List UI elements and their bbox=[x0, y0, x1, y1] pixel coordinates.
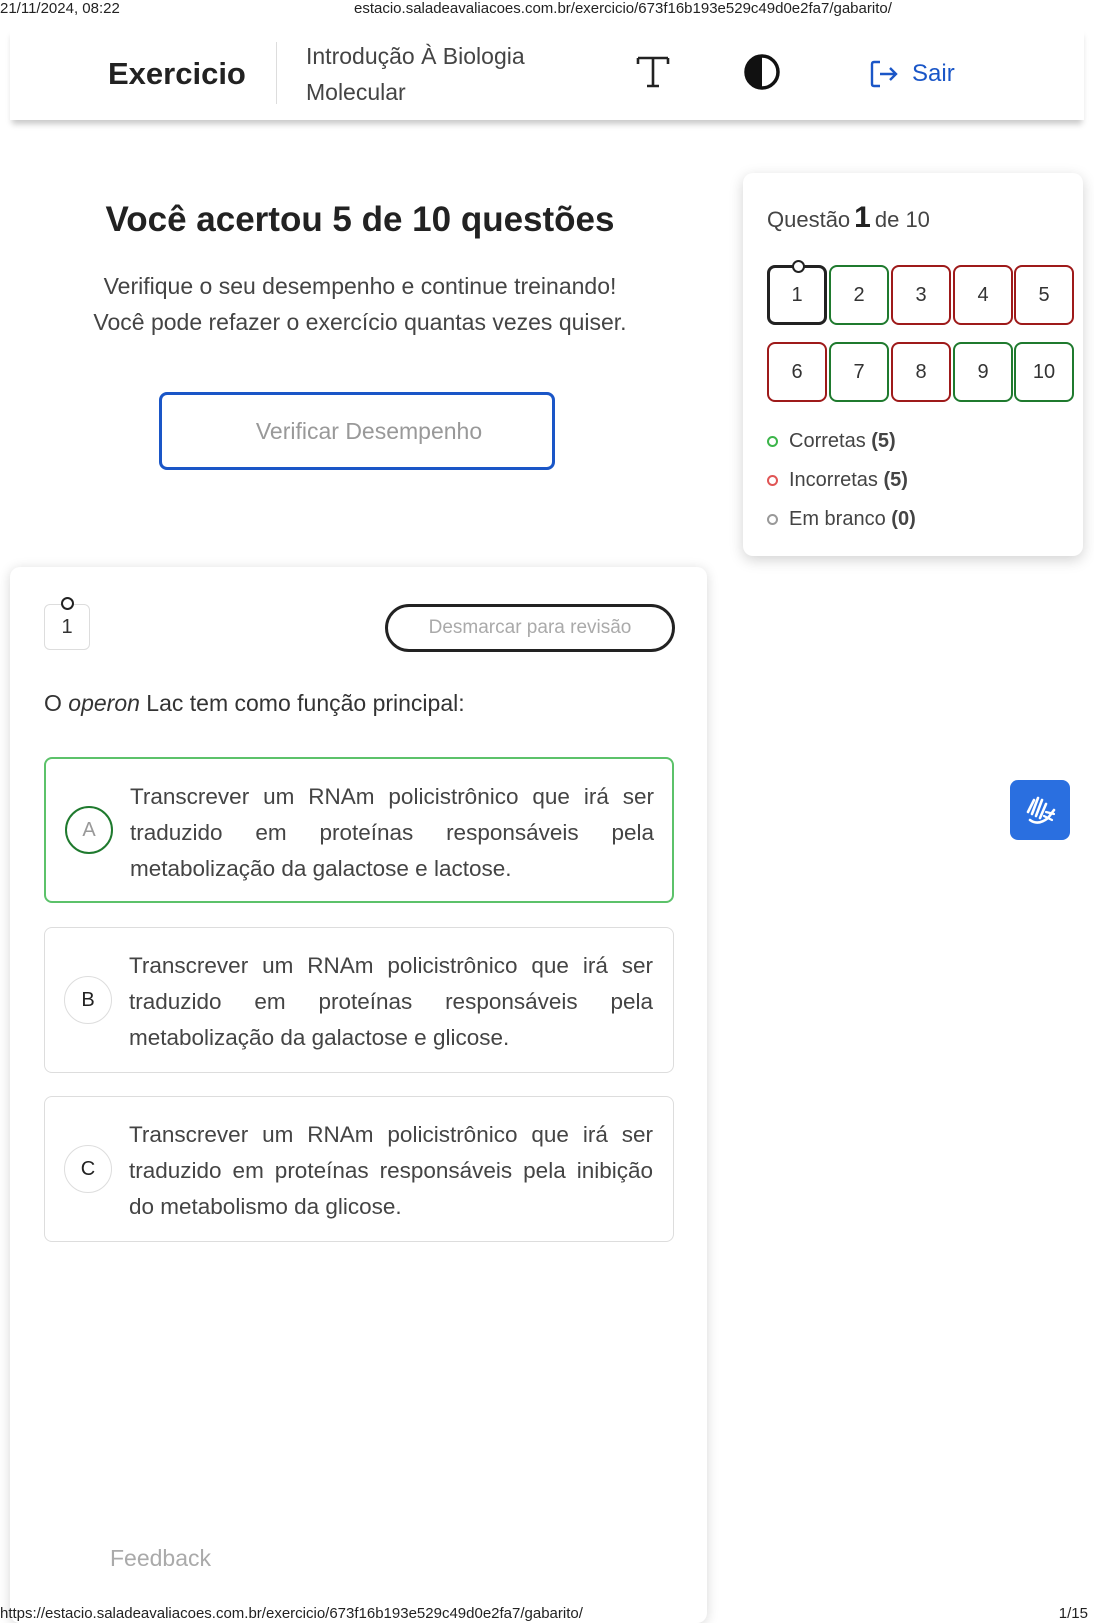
legend-incorrect-label: Incorretas bbox=[789, 469, 878, 491]
legend-correct-count: (5) bbox=[871, 430, 896, 452]
prompt-italic: operon bbox=[68, 690, 140, 716]
result-line-1: Verifique o seu desempenho e continue treinando! bbox=[103, 273, 617, 299]
question-nav-number: 4 bbox=[977, 283, 989, 306]
question-nav-number: 5 bbox=[1038, 283, 1050, 306]
question-navigator bbox=[743, 173, 1083, 556]
counter-prefix: Questão bbox=[767, 207, 851, 232]
alternative-letter: B bbox=[64, 976, 112, 1024]
question-nav-button-2[interactable] bbox=[829, 265, 889, 325]
alternative-letter: A bbox=[65, 806, 113, 854]
print-footer bbox=[0, 1603, 1094, 1623]
alternative-b[interactable] bbox=[44, 927, 674, 1073]
logout-label: Sair bbox=[912, 60, 955, 87]
result-summary bbox=[10, 200, 710, 340]
print-date: 21/11/2024, 08:22 bbox=[0, 0, 120, 17]
review-pin-icon bbox=[61, 597, 74, 610]
question-nav-button-9[interactable] bbox=[953, 342, 1013, 402]
contrast-icon[interactable] bbox=[742, 52, 782, 92]
print-header bbox=[0, 0, 1094, 18]
question-counter bbox=[767, 201, 930, 235]
legend-blank-dot bbox=[767, 514, 778, 525]
alternative-text: Transcrever um RNAm policistrônico que irá ser traduzido em proteínas responsáveis pela metabolização da galactose e lactose. bbox=[130, 784, 654, 881]
brand-title: Exercicio bbox=[108, 56, 246, 91]
question-nav-number: 8 bbox=[915, 360, 927, 383]
counter-suffix: de 10 bbox=[874, 207, 930, 232]
legend-blank-label: Em branco bbox=[789, 508, 886, 530]
question-nav-button-3[interactable] bbox=[891, 265, 951, 325]
print-header-url: estacio.saladeavaliacoes.com.br/exercicio/673f16b193e529c49d0e2fa7/gabarito/ bbox=[354, 0, 892, 17]
alternative-letter: C bbox=[64, 1145, 112, 1193]
top-bar bbox=[10, 28, 1084, 120]
prompt-suffix: Lac tem como função principal: bbox=[146, 690, 465, 716]
print-page-number: 1/15 bbox=[1058, 1605, 1088, 1622]
question-nav-number: 9 bbox=[977, 360, 989, 383]
header-divider bbox=[276, 42, 277, 104]
legend-incorrect-dot bbox=[767, 475, 778, 486]
question-nav-number: 10 bbox=[1032, 360, 1056, 383]
alternative-a[interactable] bbox=[44, 757, 674, 903]
text-size-icon[interactable] bbox=[632, 50, 674, 92]
result-line-2: Você pode refazer o exercício quantas vezes quiser. bbox=[93, 309, 627, 335]
question-nav-button-6[interactable] bbox=[767, 342, 827, 402]
feedback-link[interactable]: Feedback bbox=[110, 1545, 212, 1571]
question-nav-button-10[interactable] bbox=[1014, 342, 1074, 402]
legend-correct bbox=[767, 430, 896, 453]
legend-incorrect-count: (5) bbox=[883, 469, 908, 491]
question-nav-number: 7 bbox=[853, 360, 865, 383]
question-nav-button-8[interactable] bbox=[891, 342, 951, 402]
unmark-review-button[interactable]: Desmarcar para revisão bbox=[385, 604, 675, 652]
check-performance-button[interactable]: Verificar Desempenho bbox=[159, 392, 555, 470]
alternative-c[interactable] bbox=[44, 1096, 674, 1242]
counter-current: 1 bbox=[854, 201, 871, 234]
question-nav-button-5[interactable] bbox=[1014, 265, 1074, 325]
question-number-badge bbox=[44, 604, 90, 650]
legend-correct-label: Corretas bbox=[789, 430, 866, 452]
review-pin-icon bbox=[792, 260, 805, 273]
question-nav-number: 6 bbox=[791, 360, 803, 383]
logout-icon bbox=[868, 58, 900, 90]
question-nav-number: 1 bbox=[791, 283, 803, 306]
logout-button[interactable] bbox=[868, 54, 955, 94]
sign-language-button[interactable] bbox=[1010, 780, 1070, 840]
legend-blank bbox=[767, 508, 916, 531]
course-title: Introdução À Biologia Molecular bbox=[306, 43, 525, 105]
print-footer-url: https://estacio.saladeavaliacoes.com.br/exercicio/673f16b193e529c49d0e2fa7/gabarito/ bbox=[0, 1605, 583, 1622]
prompt-prefix: O bbox=[44, 690, 62, 716]
question-number: 1 bbox=[61, 615, 73, 638]
legend-correct-dot bbox=[767, 436, 778, 447]
question-nav-number: 3 bbox=[915, 283, 927, 306]
question-nav-number: 2 bbox=[853, 283, 865, 306]
question-nav-button-4[interactable] bbox=[953, 265, 1013, 325]
legend-incorrect bbox=[767, 469, 908, 492]
sign-language-icon bbox=[1020, 790, 1060, 830]
question-nav-button-1[interactable] bbox=[767, 265, 827, 325]
result-title: Você acertou 5 de 10 questões bbox=[105, 200, 615, 239]
question-prompt bbox=[44, 690, 465, 717]
alternative-text: Transcrever um RNAm policistrônico que irá ser traduzido em proteínas responsáveis pela inibição do metabolismo da glicose. bbox=[129, 1122, 653, 1219]
alternative-text: Transcrever um RNAm policistrônico que irá ser traduzido em proteínas responsáveis pela metabolização da galactose e glicose. bbox=[129, 953, 653, 1050]
legend-blank-count: (0) bbox=[891, 508, 916, 530]
question-card bbox=[10, 567, 707, 1623]
question-nav-button-7[interactable] bbox=[829, 342, 889, 402]
